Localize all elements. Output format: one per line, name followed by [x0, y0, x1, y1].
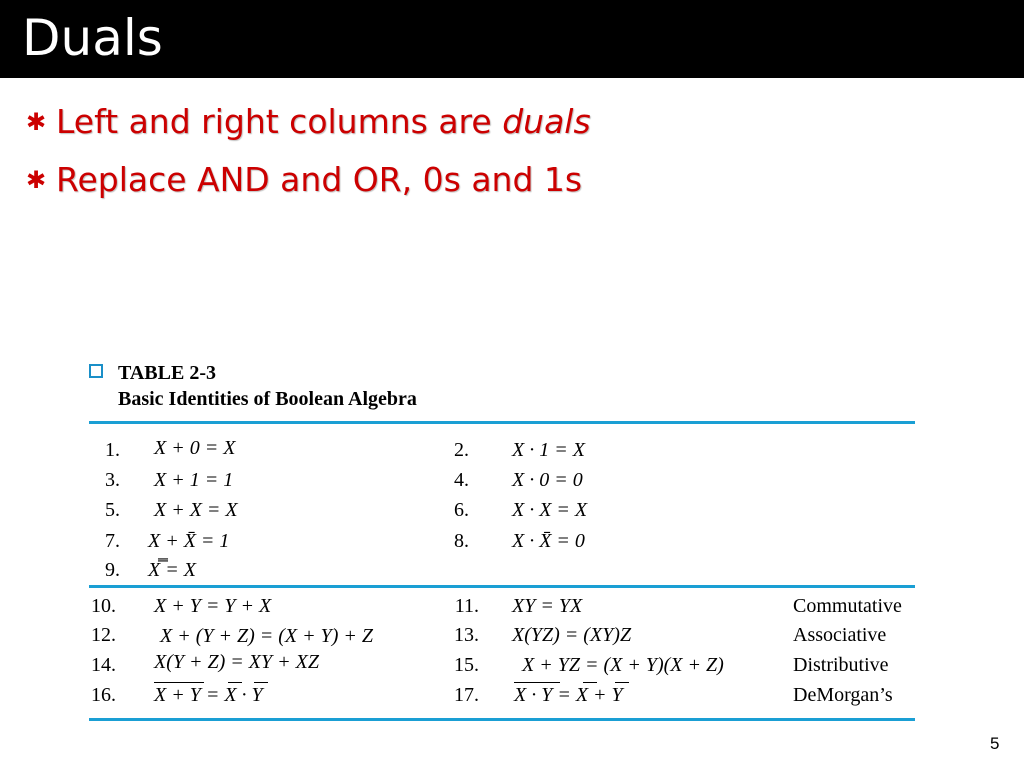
identity-equation: X + Y = Y + X — [154, 595, 272, 617]
overbar — [154, 682, 204, 683]
row-number: 8. — [454, 530, 469, 552]
row-number: 10. — [91, 595, 116, 617]
table-title: Basic Identities of Boolean Algebra — [118, 388, 417, 410]
overbar — [254, 682, 268, 683]
bullet-1-emphasis: duals — [502, 102, 591, 141]
row-number: 4. — [454, 469, 469, 491]
identity-equation: X + Y = X · Y — [154, 684, 263, 706]
identity-equation: X · Y = X + Y — [514, 684, 623, 706]
bullet-2 — [26, 160, 582, 200]
identity-equation: X · X̄ = 0 — [512, 530, 585, 552]
slide-title: Duals — [22, 9, 163, 67]
overbar — [615, 682, 629, 683]
identity-equation: X + X = X — [154, 499, 238, 521]
table-bottom-rule — [89, 718, 915, 721]
row-number: 1. — [105, 439, 120, 461]
row-number: 12. — [91, 624, 116, 646]
identity-equation: X + YZ = (X + Y)(X + Z) — [522, 654, 724, 676]
table-marker-icon — [89, 364, 103, 378]
bullet-1-text: Left and right columns are — [56, 102, 503, 141]
identity-equation: X̿ = X — [148, 559, 196, 581]
identity-equation: X(Y + Z) = XY + XZ — [154, 651, 319, 673]
overbar — [514, 682, 560, 683]
identity-equation: X · X = X — [512, 499, 588, 521]
row-number: 11. — [454, 595, 479, 617]
row-number: 16. — [91, 684, 116, 706]
row-number: 13. — [454, 624, 479, 646]
identity-equation: X · 1 = X — [512, 439, 585, 461]
law-name: Associative — [793, 624, 887, 646]
identity-equation: X + 0 = X — [154, 437, 236, 459]
identity-equation: X(YZ) = (XY)Z — [512, 624, 632, 646]
row-number: 3. — [105, 469, 120, 491]
table-top-rule — [89, 421, 915, 424]
row-number: 5. — [105, 499, 120, 521]
table-caption — [118, 360, 417, 412]
bullet-2-text: Replace AND and OR, 0s and 1s — [56, 160, 583, 199]
bullet-1 — [26, 102, 591, 142]
table-label: TABLE 2-3 — [118, 362, 216, 384]
table-mid-rule — [89, 585, 915, 588]
identity-equation: X + X̄ = 1 — [148, 530, 230, 552]
identity-equation: XY = YX — [512, 595, 583, 617]
row-number: 9. — [105, 559, 120, 581]
row-number: 6. — [454, 499, 469, 521]
row-number: 17. — [454, 684, 479, 706]
overbar — [583, 682, 597, 683]
row-number: 15. — [454, 654, 479, 676]
row-number: 2. — [454, 439, 469, 461]
identity-equation: X + 1 = 1 — [154, 469, 234, 491]
row-number: 7. — [105, 530, 120, 552]
law-name: Commutative — [793, 595, 902, 617]
page-number: 5 — [990, 734, 1000, 753]
overbar — [228, 682, 242, 683]
row-number: 14. — [91, 654, 116, 676]
asterisk-bullet-icon: ✱ — [26, 108, 47, 136]
asterisk-bullet-icon: ✱ — [26, 166, 47, 194]
identity-equation: X · 0 = 0 — [512, 469, 583, 491]
law-name: Distributive — [793, 654, 889, 676]
title-bar — [0, 0, 1024, 78]
law-name: DeMorgan’s — [793, 684, 893, 706]
identity-equation: X + (Y + Z) = (X + Y) + Z — [160, 625, 374, 647]
